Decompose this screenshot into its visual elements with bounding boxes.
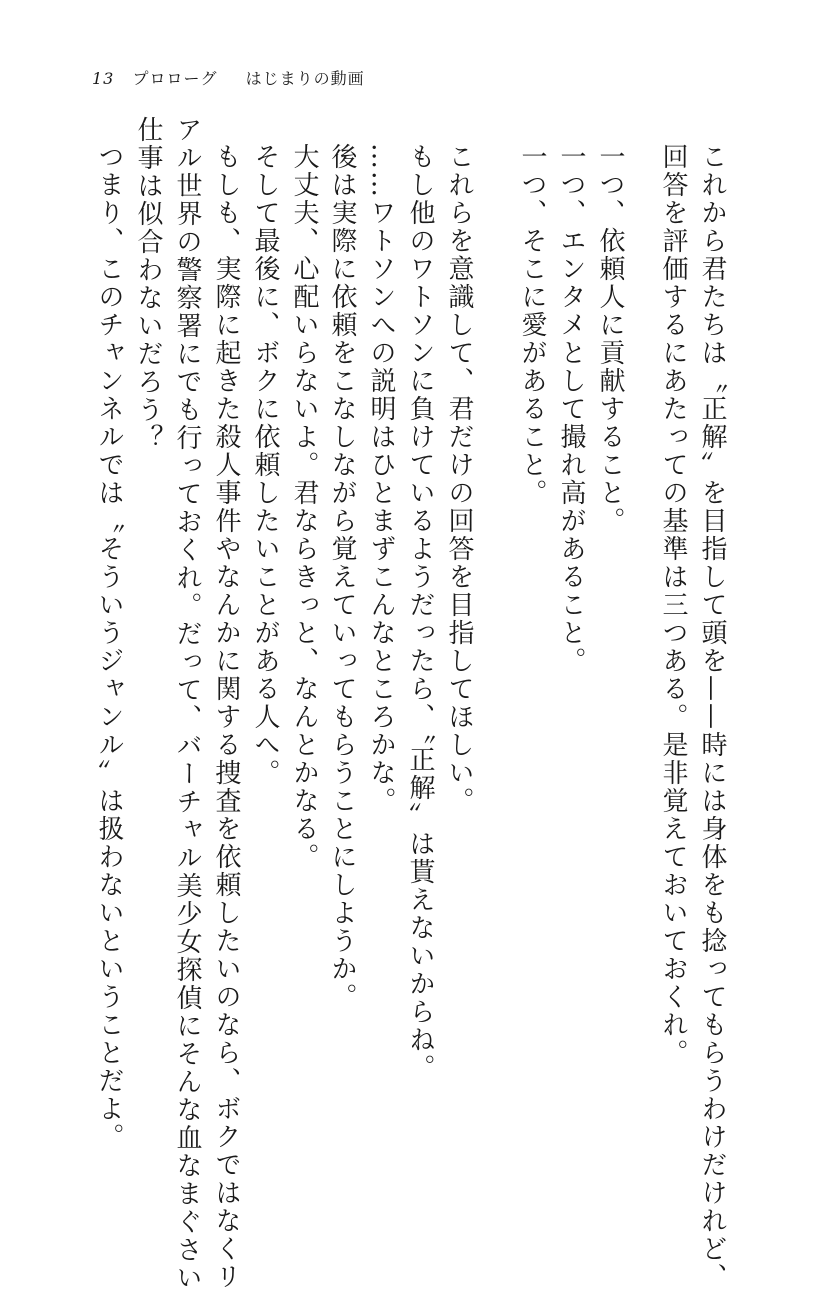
text-line-13: アル世界の警察署にでも行っておくれ。だって、バーチャル美少女探偵にそんな血なまぐさい (172, 116, 202, 1292)
running-header (92, 66, 365, 89)
text-line-15: つまり、このチャンネルでは〝そういうジャンル〟は扱わないということだよ。 (94, 143, 124, 1151)
page-number: 13 (92, 69, 115, 88)
text-line-12: もしも、実際に起きた殺人事件やなんかに関する捜査を依頼したいのなら、ボクではなくリ (211, 143, 241, 1291)
text-line-2: 回答を評価するにあたっての基準は三つある。是非覚えておいておくれ。 (658, 143, 688, 1067)
text-line-1: これから君たちは〝正解〟を目指して頭を——時には身体をも捻ってもらうわけだけれど、 (697, 143, 727, 1291)
chapter-title: はじまりの動画 (245, 69, 365, 88)
text-line-4: 一つ、エンタメとして撮れ高があること。 (556, 143, 586, 675)
text-line-14: 仕事は似合わないだろう？ (133, 116, 163, 452)
text-line-8: ……ワトソンへの説明はひとまずこんなところかな。 (366, 143, 396, 815)
text-line-6: これらを意識して、君だけの回答を目指してほしい。 (444, 143, 474, 815)
text-line-9: 後は実際に依頼をこなしながら覚えていってもらうことにしようか。 (327, 143, 357, 1011)
text-line-7: もし他のワトソンに負けているようだったら、〝正解〟は貰えないからね。 (405, 143, 435, 1082)
text-line-5: 一つ、そこに愛があること。 (517, 143, 547, 507)
text-line-10: 大丈夫、心配いらないよ。君ならきっと、なんとかなる。 (289, 143, 319, 871)
text-line-3: 一つ、依頼人に貢献すること。 (595, 143, 625, 535)
text-line-11: そして最後に、ボクに依頼したいことがある人へ。 (250, 143, 280, 787)
section-label: プロローグ (132, 69, 218, 88)
